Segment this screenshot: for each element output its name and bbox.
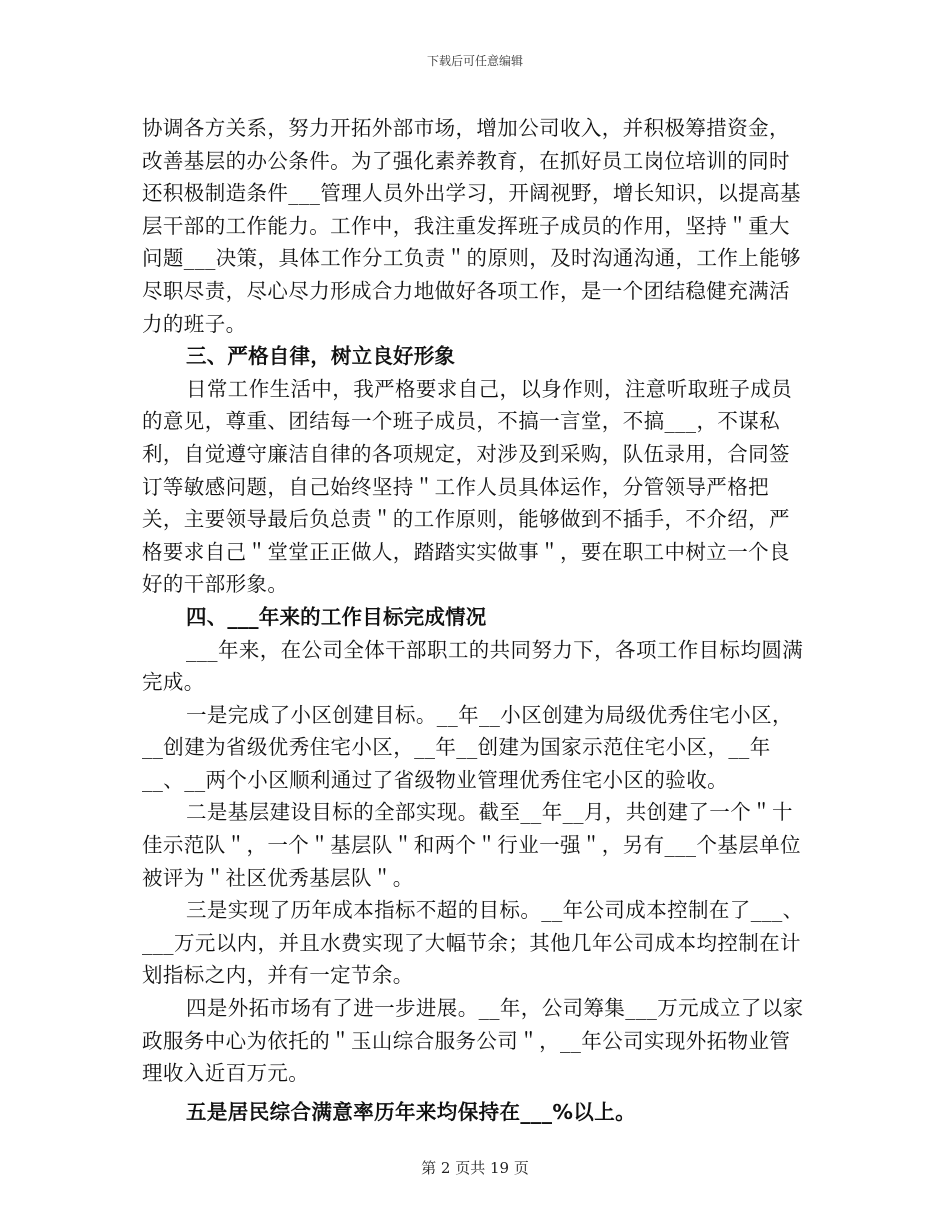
- page-footer: 第 2 页共 19 页: [421, 1159, 529, 1177]
- paragraph-body: 一是完成了小区创建目标。__年__小区创建为局级优秀住宅小区，__创建为省级优秀住宅小区，__年__创建为国家示范住宅小区，__年__、__两个小区顺利通过了省级物业管理优秀住宅小区的验收。: [142, 702, 793, 792]
- paragraph-body: 协调各方关系，努力开拓外部市场，增加公司收入，并积极筹措资金，改善基层的办公条件。为了强化素养教育，在抓好员工岗位培训的同时还积极制造条件___管理人员外出学习，开阔视野，增长知识，以提高基层干部的工作能力。工作中，我注重发挥班子成员的作用，坚持＂重大问题___决策，具体工作分工负责＂的原则，及时沟通沟通，工作上能够尽职尽责，尽心尽力形成合力地做好各项工作，是一个团结稳健充满活力的班子。: [142, 116, 801, 336]
- section-heading: 四、___年来的工作目标完成情况: [186, 604, 487, 629]
- page-header: 下载后可任意编辑: [426, 54, 523, 68]
- paragraph-body: ___年来，在公司全体干部职工的共同努力下，各项工作目标均圆满完成。: [142, 637, 804, 695]
- paragraph-body: 四是外拓市场有了进一步进展。__年，公司筹集___万元成立了以家政服务中心为依托的＂玉山综合服务公司＂，__年公司实现外拓物业管理收入近百万元。: [142, 996, 804, 1086]
- paragraph-body: 二是基层建设目标的全部实现。截至__年__月，共创建了一个＂十佳示范队＂，一个＂基层队＂和两个＂行业一强＂，另有___个基层单位被评为＂社区优秀基层队＂。: [142, 800, 801, 890]
- document-body: [142, 112, 810, 1128]
- paragraph-body: 三是实现了历年成本指标不超的目标。__年公司成本控制在了___、___万元以内，并且水费实现了大幅节余；其他几年公司成本均控制在计划指标之内，并有一定节余。: [142, 898, 804, 988]
- paragraph-bold: 五是居民综合满意率历年来均保持在___%以上。: [186, 1099, 636, 1124]
- section-heading: 三、严格自律，树立良好形象: [186, 344, 456, 369]
- paragraph-body: 日常工作生活中，我严格要求自己，以身作则，注意听取班子成员的意见，尊重、团结每一个班子成员，不搞一言堂，不搞___，不谋私利，自觉遵守廉洁自律的各项规定，对涉及到采购，队伍录用，合同签订等敏感问题，自己始终坚持＂工作人员具体运作，分管领导严格把关，主要领导最后负总责＂的工作原则，能够做到不插手，不介绍，严格要求自己＂堂堂正正做人，踏踏实实做事＂，要在职工中树立一个良好的干部形象。: [142, 376, 793, 597]
